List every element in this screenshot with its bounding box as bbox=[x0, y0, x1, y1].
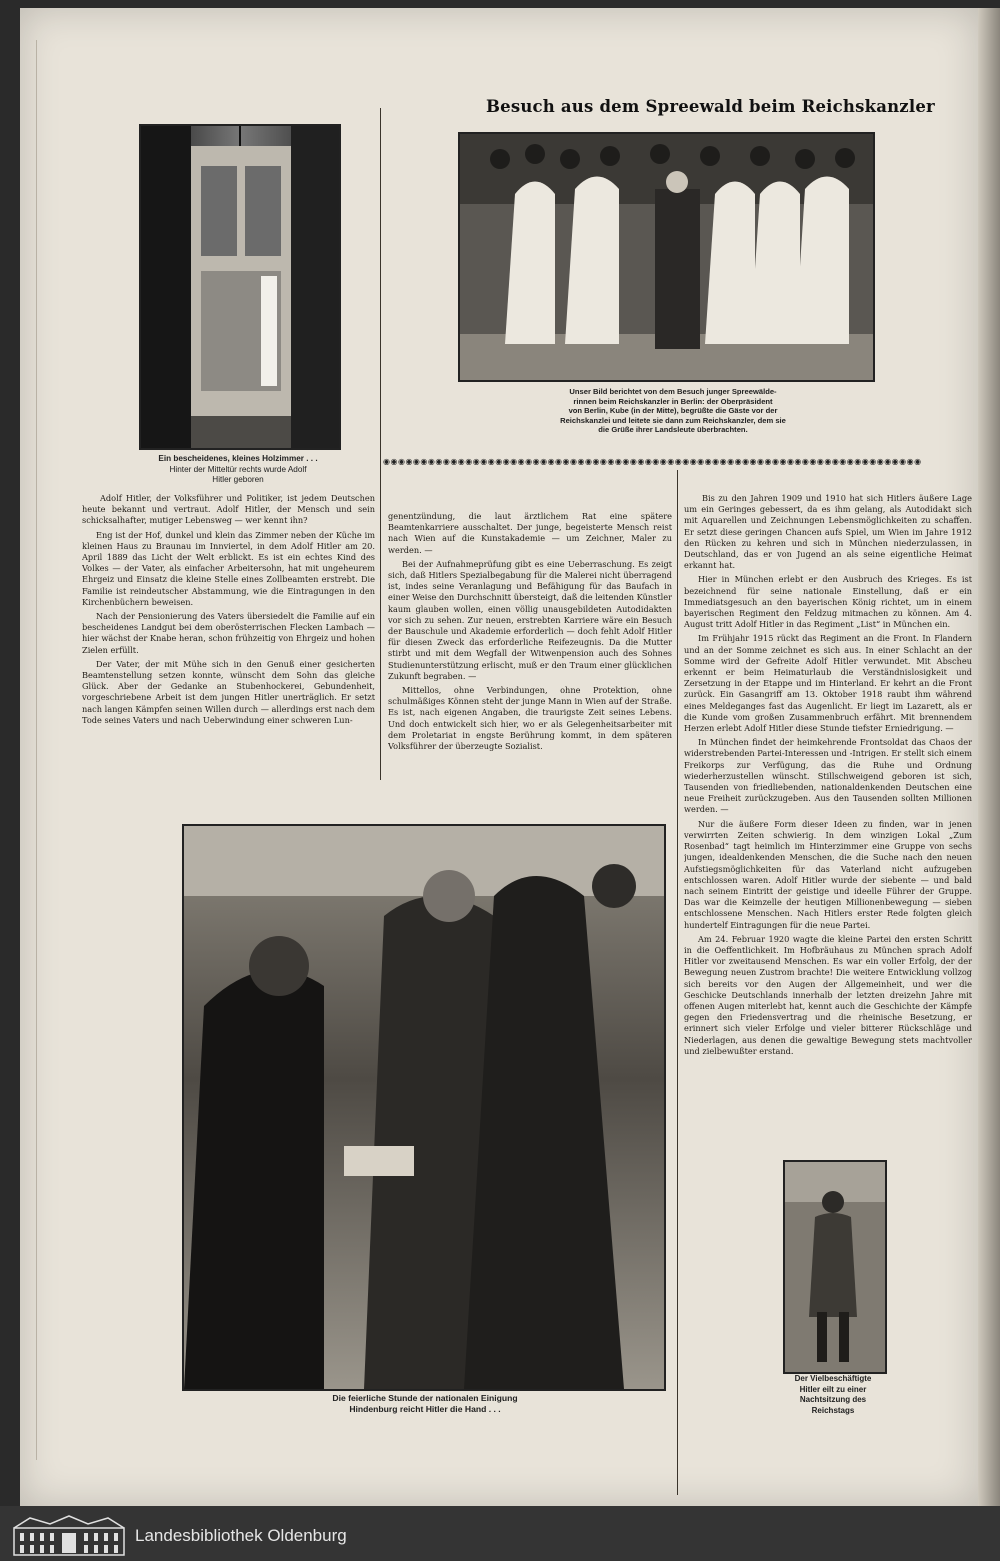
article-column-3 bbox=[684, 493, 972, 1163]
article-paragraph: Eng ist der Hof, dunkel und klein das Zimmer neben der Küche im kleinen Haus zu Braunau im Innviertel, in dem Adolf Hitler am 20. April 1889 das Licht der Welt erblickt. Es ist ein echtes Kind des Volkes — der Vater, als einfacher Arbeitersohn, hat mit ungeheurem Ehrgeiz und Einsatz die kleine Stelle eines Zollbeamten erstrebt. Die Familie ist reindeutscher Abstammung, wie die Eintragungen in den Kirchenbüchern beweisen. bbox=[82, 529, 375, 607]
caption-room-line: Hitler geboren bbox=[212, 475, 264, 484]
photo-spreewald-visit bbox=[458, 132, 875, 382]
article-paragraph: Nach der Pensionierung des Vaters übersiedelt die Familie auf ein bescheidenes Landgut bei dem oberösterrischen Flecken Lambach — hier wächst der Knabe heran, schon frühzeitig von Ehrgeiz und hohen Zielen erfüllt. bbox=[82, 611, 375, 655]
page-margin-line bbox=[36, 40, 37, 1460]
column-rule-left-top bbox=[380, 108, 381, 780]
article-paragraph: Am 24. Februar 1920 wagte die kleine Partei den ersten Schritt in die Oeffentlichkeit. Im Hofbräuhaus zu München sprach Adolf Hitler vor zweitausend Menschen. Es war ein voller Erfolg, der der Bewegung neuen Zustrom brachte! Die weitere Entwicklung vollzog sich bereits vor den Augen der Allgemeinheit, und wer die Geschicke Deutschlands innerhalb der letzten dreizehn Jahre mit offenen Augen miterlebt hat, kennt auch die Geschichte der Kämpfe gegen den Friedensvertrag und die rheinische Besetzung, er erinnert sich vieler Erfolge und vieler bitterer Rückschläge und Niederlagen, aus denen die gewaltige Bewegung stets machtvoller und zielbewußter erstand. bbox=[684, 933, 972, 1056]
caption-room-line: Hinter der Mitteltür rechts wurde Adolf bbox=[169, 464, 307, 474]
caption-room bbox=[130, 454, 346, 486]
caption-spreewald-line: Reichskanzlei und leitete sie dann zum Reichskanzler, dem sie bbox=[560, 415, 786, 425]
caption-reichstag bbox=[772, 1374, 894, 1416]
caption-hindenburg-line: Hindenburg reicht Hitler die Hand . . . bbox=[349, 1404, 501, 1414]
caption-reichstag-line: Nachtsitzung des bbox=[799, 1395, 867, 1405]
caption-spreewald bbox=[528, 387, 818, 435]
footer-bar bbox=[0, 1506, 1000, 1561]
photo-hitler-walking bbox=[783, 1160, 887, 1374]
article-paragraph: Der Vater, der mit Mühe sich in den Genuß einer gesicherten Beamtenstellung setzen konnte, wünscht dem Sohn das gleiche Glück. Aber der Gedanke an Stubenhockerei, Gebundenheit, vorgeschriebene Arbeit ist dem jungen Hitler unerträglich. Er setzt nach langen Kämpfen seinen Willen durch — allerdings erst nach dem Tode seines Vaters und nach Ueberwindung einer schweren Lun- bbox=[82, 658, 375, 725]
caption-spreewald-line: von Berlin, Kube (in der Mitte), begrüßte die Gäste vor der bbox=[568, 406, 778, 415]
page-edge-shadow bbox=[978, 8, 1000, 1506]
article-paragraph: Hier in München erlebt er den Ausbruch des Krieges. Es ist bezeichnend für seine nationale Einstellung, daß er ein Immediatsgesuch an den bayerischen König richtet, um in einem bayerischen Regiment den Feldzug mitmachen zu können. Am 4. August tritt Adolf Hitler in das Regiment „List“ in München ein. bbox=[684, 574, 972, 630]
caption-hindenburg bbox=[240, 1393, 610, 1415]
caption-reichstag-line: Hitler eilt zu einer bbox=[799, 1384, 867, 1394]
caption-reichstag-line: Der Vielbeschäftigte bbox=[794, 1374, 872, 1383]
caption-spreewald-line: die Grüße ihrer Landsleute überbrachten. bbox=[598, 425, 748, 434]
article-paragraph: Bis zu den Jahren 1909 und 1910 hat sich Hitlers äußere Lage um ein Geringes gebessert, da es ihm gelang, als Autodidakt sich mit Aquarellen und Zeichnungen Lebensmöglichkeiten zu schaffen. Er setzt diese geringen Chancen aufs Spiel, um Wien im Jahre 1912 den Rücken zu kehren und sich in München niederzulassen, in Deutschland, das er von Jugend an als seine eigentliche Heimat erkannt hat. bbox=[684, 493, 972, 571]
article-paragraph: Bei der Aufnahmeprüfung gibt es eine Ueberraschung. Es zeigt sich, daß Hitlers Spezialbegabung für die Malerei nicht überragend ist, indes seine Veranlagung und Befähigung für das Baufach in einer Weise den Durchschnitt übersteigt, daß die leitenden Künstler kaum glauben wollen, einen völlig unausgebildeten Autodidakten vor sich zu sehen. Zur neuen, erstrebten Karriere wäre ein Besuch der Bauschule und Akademie erforderlich — doch fehlt Adolf Hitler für diesen Zweck das erforderliche Reifezeugnis. Da die Mutter stirbt und mit dem Wegfall der Witwenpension auch des Sohnes Studienunterstützung erlischt, muß er den Traum einer glücklichen Zukunft begraben. — bbox=[388, 558, 672, 681]
caption-spreewald-line: Unser Bild berichtet von dem Besuch junger Spreewälde- bbox=[569, 387, 777, 396]
headline: Besuch aus dem Spreewald beim Reichskanzler bbox=[486, 97, 935, 116]
caption-room-line: Ein bescheidenes, kleines Holzimmer . . . bbox=[158, 454, 318, 463]
article-paragraph: Im Frühjahr 1915 rückt das Regiment an die Front. In Flandern und an der Somme zeichnet es sich aus. In einer Schlacht an der Somme wird der Gefreite Adolf Hitler verwundet. Mit Abscheu erkennt er beim Heimaturlaub die Verständnislosigkeit und Zersetzung in der Etappe und im Hinterland. Er kehrt an die Front zurück. Ein Gasangriff am 13. Oktober 1918 raubt ihm während eines Meldeganges fast das Augenlicht. Er liegt im Lazarett, als er die Kunde vom großen Zusammenbruch erfährt. Mit brennendem Herzen erlebt Adolf Hitler diese Stunde tiefster Erniedrigung. — bbox=[684, 633, 972, 734]
article-paragraph: Adolf Hitler, der Volksführer und Politiker, ist jedem Deutschen heute bekannt und vertraut. Adolf Hitler, der Mensch und sein schicksalhafter, mutiger Lebensweg — wer kennt ihn? bbox=[82, 493, 375, 526]
article-column-1 bbox=[82, 493, 375, 785]
photo-hindenburg-handshake bbox=[182, 824, 666, 1391]
article-paragraph: genentzündung, die laut ärztlichem Rat eine spätere Beamtenkarriere ausschaltet. Der junge, begeisterte Mensch reist nach Wien auf die Kunstakademie — um Zeichner, Maler zu werden. — bbox=[388, 511, 672, 555]
column-rule-right bbox=[677, 470, 678, 1495]
article-column-2 bbox=[388, 511, 672, 781]
caption-spreewald-line: rinnen beim Reichskanzler in Berlin: der Oberpräsident bbox=[573, 396, 773, 406]
caption-hindenburg-line: Die feierliche Stunde der nationalen Einigung bbox=[332, 1393, 518, 1403]
article-paragraph: Mittellos, ohne Verbindungen, ohne Protektion, ohne schulmäßiges Können steht der junge Mann in Wien auf der Straße. Es ist, nach eigenen Angaben, die traurigste Zeit seines Lebens. Und doch entwickelt sich hier, wo er als Gelegenheitsarbeiter mit dem Proletariat in engste Berührung kommt, in dem späteren Volksführer der überzeugte Sozialist. bbox=[388, 685, 672, 752]
library-building-icon bbox=[10, 1514, 128, 1557]
photo-birth-room bbox=[139, 124, 341, 450]
article-paragraph: Nur die äußere Form dieser Ideen zu finden, war in jenen verwirrten Zeiten schwierig. In dem winzigen Lokal „Zum Rosenbad“ tagt heimlich im Hinterzimmer eine Gruppe von sechs jungen, idealdenkenden Menschen, die die Suche nach den neuen Aufstiegsmöglichkeiten für das Vaterland nicht aufzugeben entschlossen waren. Adolf Hitler wurde der siebente — und bald nach seinem Eintritt der geistige und ideelle Führer der Gruppe. Das war die Keimzelle der heutigen Millionenbewegung — sieben entschlossene Menschen. Nach Hitlers erster Rede folgten gleich hundertelf Eintragungen für die neue Partei. bbox=[684, 818, 972, 930]
article-paragraph: In München findet der heimkehrende Frontsoldat das Chaos der widerstrebenden Partei-Interessen und -Intrigen. Er stellt sich einem Freikorps zur Verfügung, das die Ruhe und Ordnung wiederherzustellen wünscht. Stillschweigend geboren ist sich, Tausenden von friedliebenden, nationaldenkenden Deutschen eine neue Freiheit zurückzugeben. Aus den Tausenden sollten Millionen werden. — bbox=[684, 737, 972, 815]
caption-reichstag-line: Reichstags bbox=[811, 1405, 855, 1415]
library-name: Landesbibliothek Oldenburg bbox=[135, 1526, 347, 1545]
ornament-divider: ◉◉◉◉◉◉◉◉◉◉◉◉◉◉◉◉◉◉◉◉◉◉◉◉◉◉◉◉◉◉◉◉◉◉◉◉◉◉◉◉◉◉◉◉◉◉◉◉◉◉◉◉◉◉◉◉◉◉◉◉◉◉◉◉◉◉◉◉◉◉◉◉ bbox=[383, 458, 922, 466]
